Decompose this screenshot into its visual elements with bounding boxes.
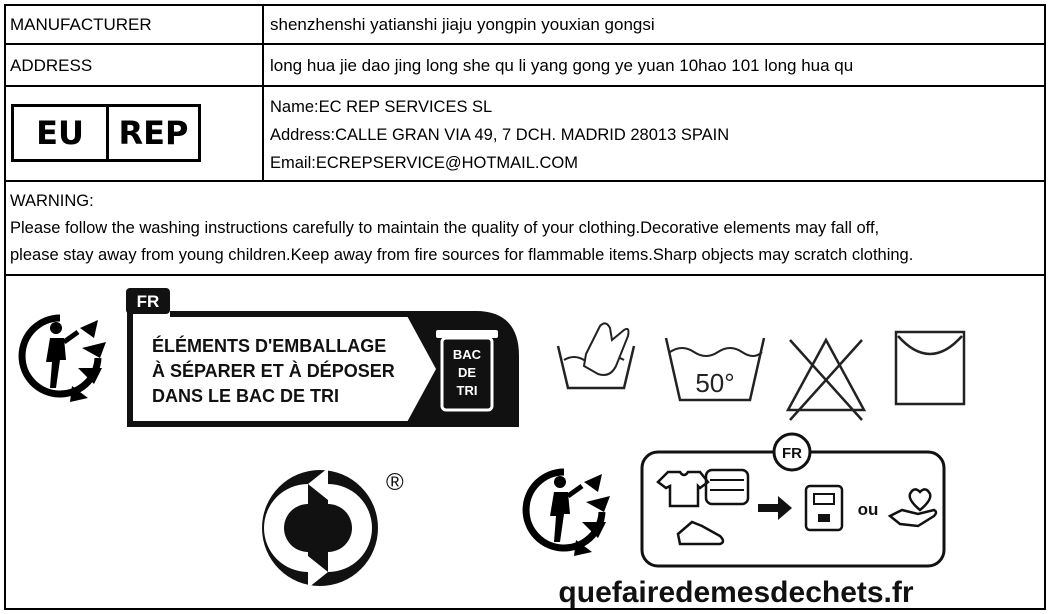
- triman-packaging-line-1: ÉLÉMENTS D'EMBALLAGE: [152, 336, 387, 356]
- arrow-right-icon: [758, 496, 792, 520]
- address-value: long hua jie dao jing long she qu li yang gong ye yuan 10hao 101 long hua qu: [270, 56, 854, 75]
- folded-linen-icon: [706, 470, 748, 504]
- warning-line-1: Please follow the washing instructions carefully to maintain the quality of your clothing.Decorative elements may fall off,: [10, 219, 880, 237]
- eu-rep-name: Name:EC REP SERVICES SL: [270, 98, 493, 116]
- eu-rep-address: Address:CALLE GRAN VIA 49, 7 DCH. MADRID 28013 SPAIN: [270, 126, 730, 144]
- manufacturer-value: shenzhenshi yatianshi jiaju yongpin youxian gongsi: [270, 15, 655, 34]
- symbols-canvas: [6, 276, 1044, 610]
- sorting-bin-line-2: DE: [457, 365, 477, 380]
- triman-packaging-panel: [126, 288, 516, 424]
- product-label-sheet: [4, 4, 1046, 610]
- registered-mark: ®: [386, 469, 404, 496]
- wash-50-icon: [666, 338, 764, 400]
- donation-hand-heart-icon: [890, 489, 936, 526]
- manufacturer-label: MANUFACTURER: [10, 15, 152, 34]
- address-label: ADDRESS: [10, 56, 93, 75]
- do-not-bleach-icon: [788, 340, 864, 420]
- eu-rep-logo: [11, 104, 201, 162]
- sorting-bin-line-3: TRI: [456, 383, 478, 398]
- wash-temperature: 50°: [695, 368, 735, 398]
- collection-container-icon: [806, 486, 842, 530]
- triman-textile-panel: [642, 434, 944, 566]
- manufacturer-label-cell: [6, 6, 264, 43]
- hand-wash-icon: [558, 323, 634, 388]
- triman-icon: [22, 318, 106, 402]
- address-row: [6, 45, 1044, 87]
- warning-title: WARNING:: [10, 192, 94, 210]
- tshirt-icon: [658, 472, 708, 506]
- warning-block: [10, 188, 1038, 269]
- eu-rep-details-cell: [264, 87, 1044, 180]
- triman-packaging-line-2: À SÉPARER ET À DÉPOSER: [152, 361, 395, 381]
- eu-rep-row: [6, 87, 1044, 182]
- warning-line-2: please stay away from young children.Keep away from fire sources for flammable items.Sharp objects may scratch clothing.: [10, 246, 914, 264]
- shoes-icon: [678, 522, 723, 544]
- eu-rep-email: Email:ECREPSERVICE@HOTMAIL.COM: [270, 154, 578, 172]
- manufacturer-value-cell: [264, 6, 1044, 43]
- sorting-bin-line-1: BAC: [452, 347, 482, 362]
- manufacturer-row: [6, 6, 1044, 45]
- symbols-row: [6, 276, 1044, 610]
- triman-packaging-fr-text: FR: [136, 292, 160, 311]
- address-value-cell: [264, 45, 1044, 85]
- triman-textile-icon: [526, 472, 610, 556]
- triman-packaging-line-3: DANS LE BAC DE TRI: [152, 386, 340, 406]
- eu-rep-logo-cell: [6, 87, 264, 180]
- or-text: ou: [857, 500, 879, 519]
- warning-row: [6, 182, 1044, 276]
- green-dot-icon: [262, 468, 378, 588]
- website-text: quefairedemesdechets.fr: [558, 576, 914, 609]
- address-label-cell: [6, 45, 264, 85]
- line-dry-icon: [896, 332, 964, 404]
- eu-rep-logo-eu: EU: [14, 107, 109, 159]
- eu-rep-logo-rep: REP: [118, 114, 189, 152]
- triman-textile-fr-text: FR: [782, 445, 802, 462]
